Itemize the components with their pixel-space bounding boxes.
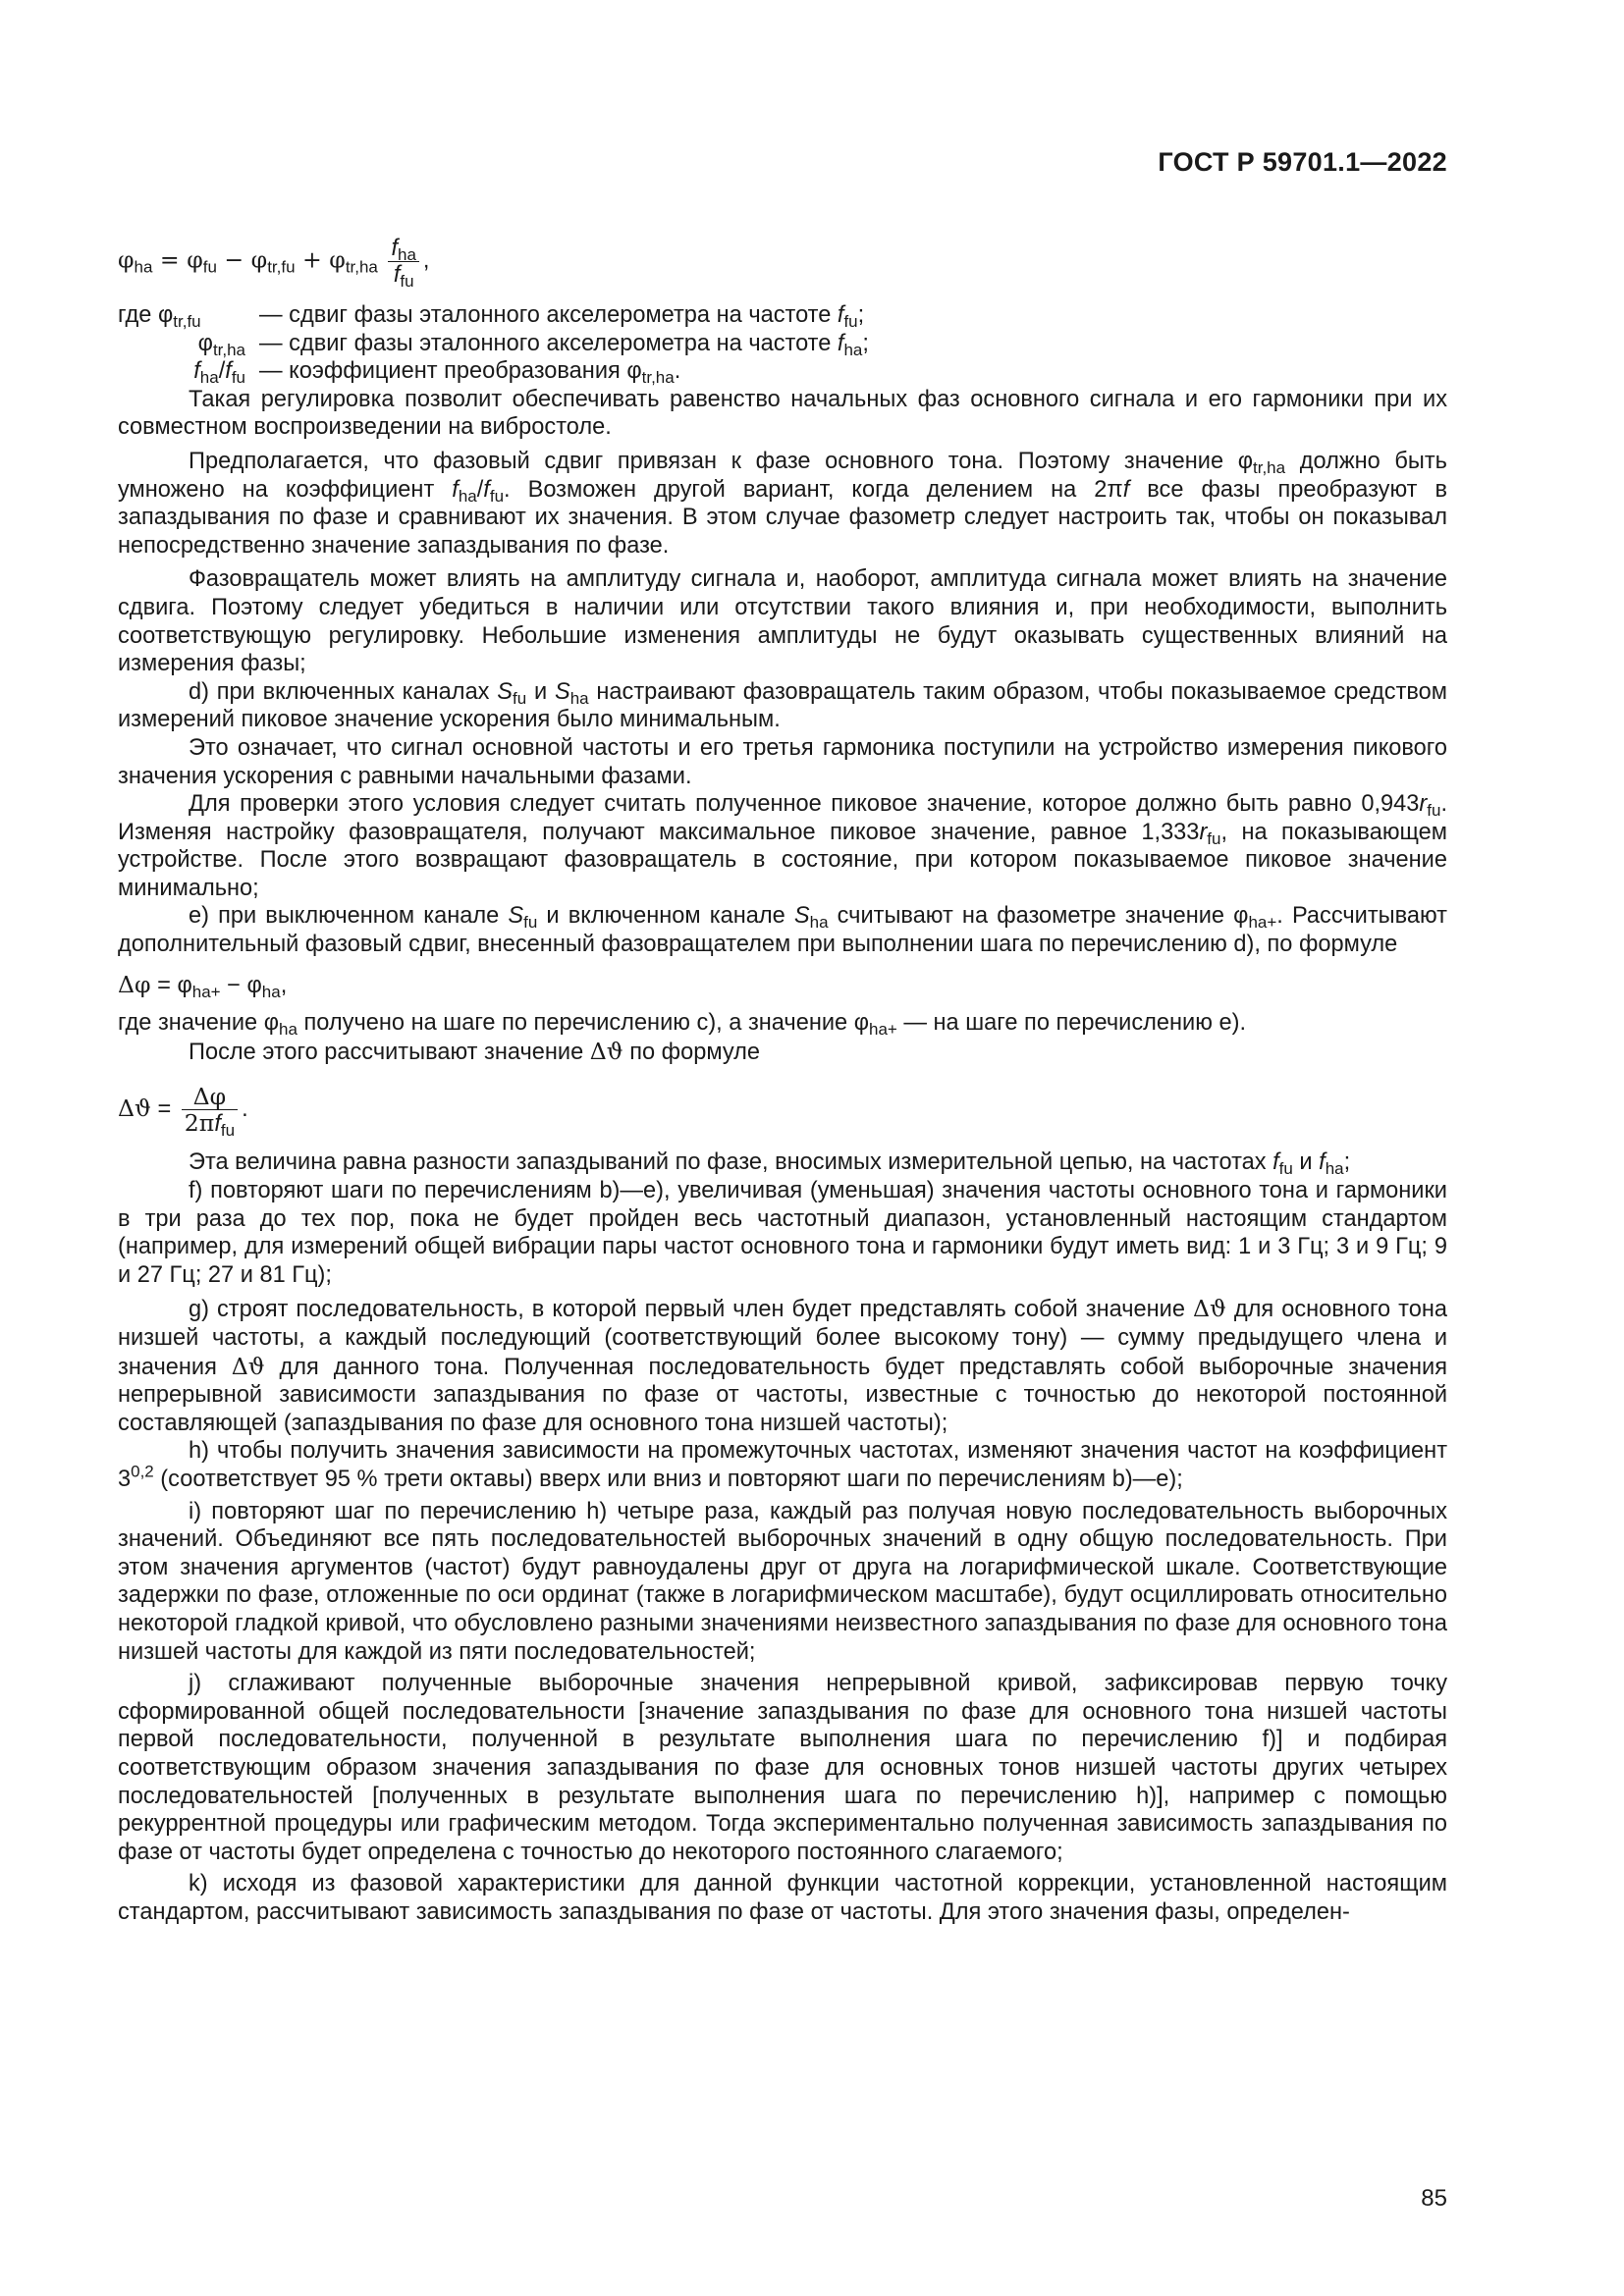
paragraph: e) при выключенном канале $S_{fu}$ и включенном канале $S_{ha}$ считывают на фазометре значение $\varphi_{ha+}$. Рассчитывают дополнительный фазовый сдвиг, внесенный фазовращателем при выполнении шага по перечислению d), по формуле: [118, 903, 1447, 958]
where-item: $\varphi_{tr,ha}$ — сдвиг фазы эталонного акселерометра на частоте $f_{ha}$;: [197, 330, 869, 359]
paragraph: Эта величина равна разности запаздываний по фазе, вносимых измерительной цепью, на частотах $f_{fu}$ и $f_{ha}$;: [189, 1149, 1351, 1179]
paragraph: Фазовращатель может влиять на амплитуду сигнала и, наоборот, амплитуда сигнала может влиять на значение сдвига. Поэтому следует убедиться в наличии или отсутствии такого влияния и, при необходимости, выполнить соответствующую регулировку. Небольшие изменения амплитуды не будут оказывать существенных влияний на измерения фазы;: [118, 566, 1447, 677]
formula-delta-phi: $\Delta\varphi = \varphi_{ha+} - \varphi_{ha}$,: [118, 970, 288, 1001]
document-body: [118, 236, 1447, 1926]
paragraph: Для проверки этого условия следует считать полученное пиковое значение, которое должно быть равно $0,943r_{fu}$. Изменяя настройку фазовращателя, получают максимальное пиковое значение, равное $1,333r_{fu}$, на показывающем устройстве. После этого возвращают фазовращатель в состояние, при котором показываемое пиковое значение минимально;: [118, 791, 1448, 901]
paragraph: k) исходя из фазовой характеристики для данной функции частотной коррекции, установленной настоящим стандартом, рассчитывают зависимость запаздывания по фазе от частоты. Для этого значения фазы, определен-: [118, 1871, 1447, 1925]
paragraph: g) строят последовательность, в которой первый член будет представлять собой значение Δϑ для основного тона низшей частоты, а каждый последующий (соответствующий более высокому тону) — сумму предыдущего члена и значения Δϑ для данного тона. Полученная последовательность будет представлять собой выборочные значения непрерывной зависимости запаздывания по фазе от частоты, известные с точностью до некоторой постоянной составляющей (запаздывания по фазе для основного тона низшей частоты);: [118, 1295, 1448, 1436]
paragraph: f) повторяют шаги по перечислениям b)—e), увеличивая (уменьшая) значения частоты основного тона и гармоники в три раза до тех пор, пока не будет пройден весь частотный диапазон, установленный настоящим стандартом (например, для измерений общей вибрации пары частот основного тона и гармоники будут иметь вид: 1 и 3 Гц; 3 и 9 Гц; 9 и 27 Гц; 27 и 81 Гц);: [118, 1178, 1447, 1288]
paragraph: После этого рассчитывают значение Δϑ по формуле: [189, 1037, 760, 1065]
paragraph: Предполагается, что фазовый сдвиг привязан к фазе основного тона. Поэтому значение $\varphi_{tr,ha}$ должно быть умножено на коэффициент $f_{ha}/f_{fu}$. Возможен другой вариант, когда делением на 2πf все фазы преобразуют в запаздывания по фазе и сравнивают их значения. В этом случае фазометр следует настроить так, чтобы он показывал непосредственно значение запаздывания по фазе.: [118, 448, 1447, 559]
paragraph: Такая регулировка позволит обеспечивать равенство начальных фаз основного сигнала и его гармоники при их совместном воспроизведении на вибростоле.: [118, 386, 1447, 441]
formula-fraction: $\frac{\Delta\varphi}{2\pi f_{fu}}$: [182, 1084, 238, 1137]
page-number: 85: [1421, 2185, 1447, 2212]
where-item: где $\varphi_{tr,fu}$ — сдвиг фазы эталонного акселерометра на частоте $f_{fu}$;: [118, 302, 865, 331]
formula-phi-ha: $\varphi_{ha} = \varphi_{fu} - \varphi_{tr,fu} + \varphi_{tr,ha}$ $\frac{f_{ha}}{f_{fu}}$ ,: [118, 236, 430, 291]
paragraph: h) чтобы получить значения зависимости на промежуточных частотах, изменяют значения частот на коэффициент 3$^{0,2}$ (соответствует 95 % трети октавы) вверх или вниз и повторяют шаги по перечислениям b)—e);: [118, 1438, 1447, 1492]
paragraph: d) при включенных каналах $S_{fu}$ и $S_{ha}$ настраивают фазовращатель таким образом, чтобы показываемое средством измерений пиковое значение ускорения было минимальным.: [118, 678, 1447, 733]
formula-delta-theta: Δϑ = $\frac{\Delta\varphi}{2\pi f_{fu}}$ .: [118, 1083, 248, 1141]
paragraph: j) сглаживают полученные выборочные значения непрерывной кривой, зафиксировав первую точку сформированной общей последовательности [значение запаздывания по фазе для основного тона низшей частоты первой последовательности, полученной в результате выполнения шага по перечислению f)] и подбирая соответствующим образом значения запаздывания по фазе для основных тонов низшей частоты других четырех последовательностей [полученных в результате выполнения шага по перечислению h)], например с помощью рекуррентной процедуры или графическим методом. Тогда экспериментально полученная зависимость запаздывания по фазе от частоты будет определена с точностью до некоторого постоянного слагаемого;: [118, 1671, 1447, 1865]
paragraph: где значение $\varphi_{ha}$ получено на шаге по перечислению c), а значение $\varphi_{ha+}$ — на шаге по перечислению e).: [118, 1010, 1247, 1039]
formula-fraction: $\frac{f_{ha}}{f_{fu}}$: [388, 236, 418, 288]
paragraph: i) повторяют шаг по перечислению h) четыре раза, каждый раз получая новую последовательность выборочных значений. Объединяют все пять последовательностей выборочных значений в одну общую последовательность. При этом значения аргументов (частот) будут равноудалены друг от друга на логарифмической шкале. Соответствующие задержки по фазе, отложенные по оси ординат (также в логарифмическом масштабе), будут осциллировать относительно некоторой гладкой кривой, что обусловлено разными значениями неизвестного запаздывания по фазе для основного тона низшей частоты для каждой из пяти последовательностей;: [118, 1498, 1447, 1665]
standard-code-header: ГОСТ Р 59701.1—2022: [1158, 147, 1447, 177]
where-item: $f_{ha}/f_{fu}$ — коэффициент преобразования $\varphi_{tr,ha}$.: [193, 358, 681, 387]
paragraph: Это означает, что сигнал основной частоты и его третья гармоника поступили на устройство измерения пикового значения ускорения с равными начальными фазами.: [118, 734, 1447, 789]
